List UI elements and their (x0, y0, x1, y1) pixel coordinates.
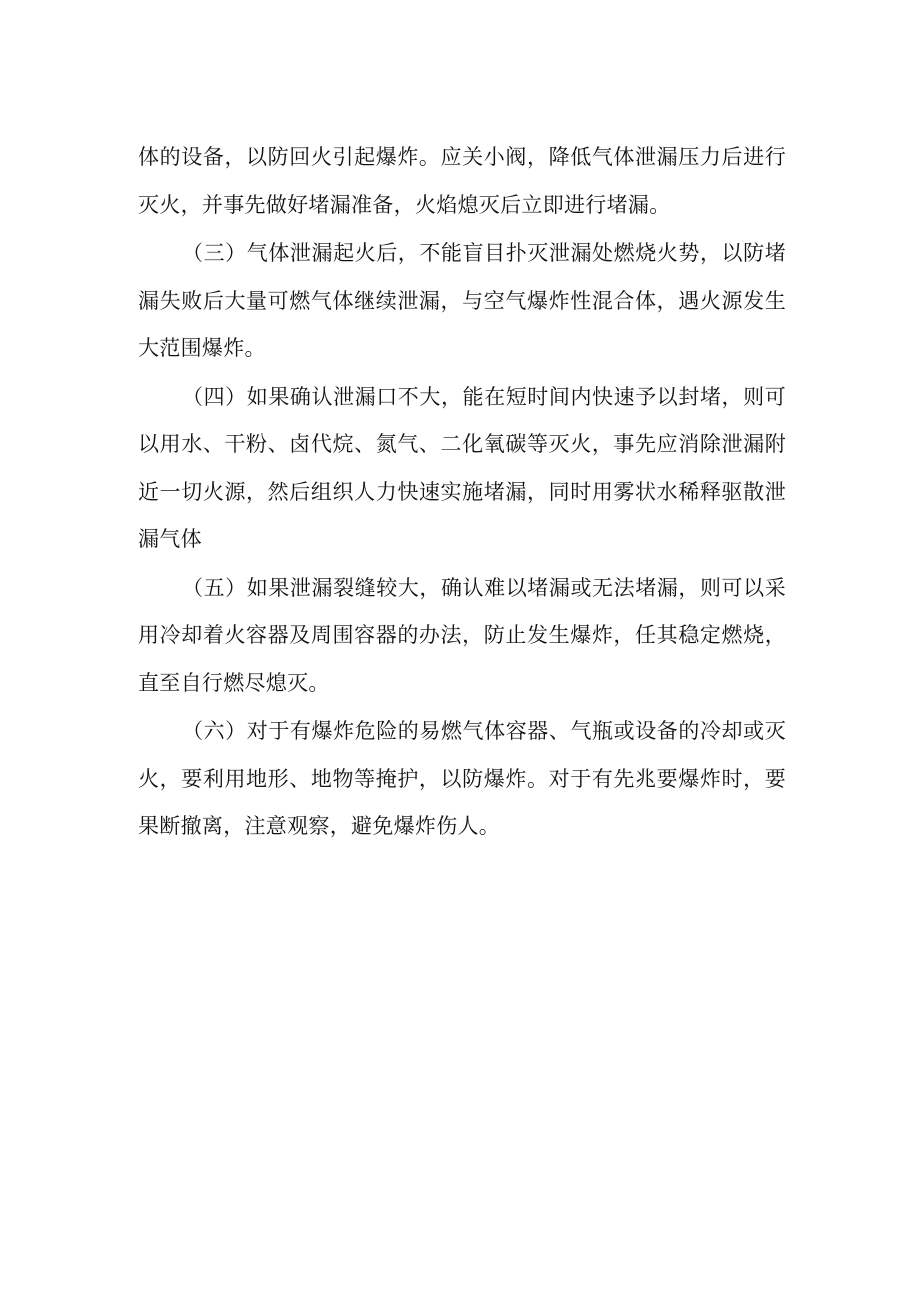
paragraph-item-5: （五）如果泄漏裂缝较大，确认难以堵漏或无法堵漏，则可以采用冷却着火容器及周围容器的办法，防止发生爆炸，任其稳定燃烧，直至自行燃尽熄灭。 (138, 575, 786, 695)
document-body (138, 134, 786, 852)
paragraph-item-6: （六）对于有爆炸危险的易燃气体容器、气瓶或设备的冷却或灭火，要利用地形、地物等掩护，以防爆炸。对于有先兆要爆炸时，要果断撤离，注意观察，避免爆炸伤人。 (138, 719, 786, 838)
paragraph-item-3: （三）气体泄漏起火后，不能盲目扑灭泄漏处燃烧火势，以防堵漏失败后大量可燃气体继续泄漏，与空气爆炸性混合体，遇火源发生大范围爆炸。 (138, 241, 786, 360)
paragraph-continuation: 体的设备，以防回火引起爆炸。应关小阀，降低气体泄漏压力后进行灭火，并事先做好堵漏准备，火焰熄灭后立即进行堵漏。 (138, 145, 786, 217)
paragraph-item-4: （四）如果确认泄漏口不大，能在短时间内快速予以封堵，则可以用水、干粉、卤代烷、氮气、二化氧碳等灭火，事先应消除泄漏附近一切火源，然后组织人力快速实施堵漏，同时用雾状水稀释驱散泄漏气体 (138, 384, 786, 551)
